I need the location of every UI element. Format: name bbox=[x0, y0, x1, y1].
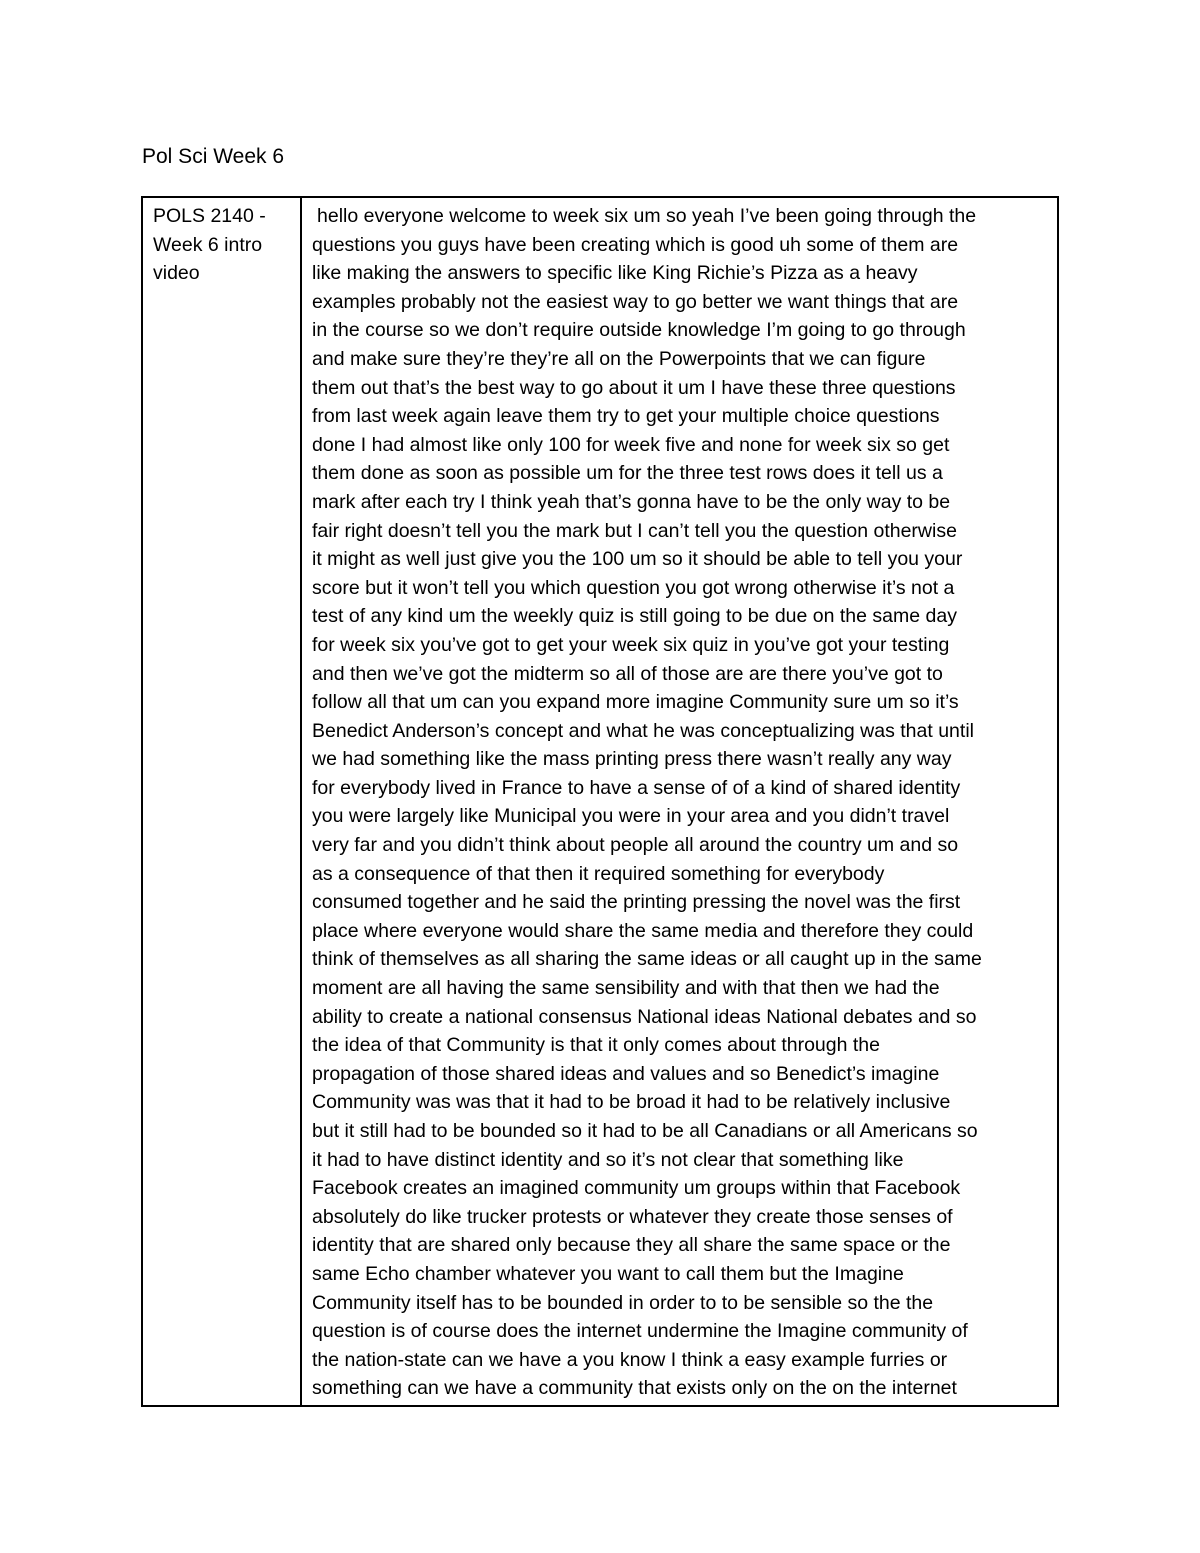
transcript-line: and make sure they’re they’re all on the Powerpoints that we can figure bbox=[312, 347, 926, 370]
transcript-table bbox=[141, 196, 1059, 1407]
transcript-line: place where everyone would share the same media and therefore they could bbox=[312, 919, 974, 942]
transcript-line: think of themselves as all sharing the same ideas or all caught up in the same bbox=[312, 948, 982, 971]
transcript-line: it had to have distinct identity and so it’s not clear that something like bbox=[312, 1148, 904, 1171]
transcript-line: follow all that um can you expand more imagine Community sure um so it’s bbox=[312, 691, 959, 714]
transcript-line: for everybody lived in France to have a sense of of a kind of shared identity bbox=[312, 776, 961, 799]
transcript-line: you were largely like Municipal you were in your area and you didn’t travel bbox=[312, 805, 950, 828]
transcript-line: Community was was that it had to be broad it had to be relatively inclusive bbox=[312, 1091, 951, 1114]
transcript-line: something can we have a community that exists only on the on the internet bbox=[312, 1377, 957, 1400]
transcript-line: same Echo chamber whatever you want to call them but the Imagine bbox=[312, 1262, 904, 1285]
transcript-line: moment are all having the same sensibility and with that then we had the bbox=[312, 977, 940, 1000]
transcript-line: but it still had to be bounded so it had to be all Canadians or all Americans so bbox=[312, 1120, 978, 1142]
transcript-line: we had something like the mass printing press there wasn’t really any way bbox=[312, 748, 952, 771]
transcript-line: the idea of that Community is that it only comes about through the bbox=[312, 1034, 880, 1057]
transcript-line: in the course so we don’t require outside knowledge I’m going to go through bbox=[312, 319, 966, 342]
transcript-line: consumed together and he said the printing pressing the novel was the first bbox=[312, 891, 961, 914]
transcript-line: the nation-state can we have a you know I think a easy example furries or bbox=[312, 1348, 948, 1371]
course-line: Week 6 intro bbox=[153, 233, 263, 256]
transcript-line: done I had almost like only 100 for week five and none for week six so get bbox=[312, 433, 950, 456]
course-line: POLS 2140 - bbox=[153, 205, 266, 227]
transcript-line: questions you guys have been creating which is good uh some of them are bbox=[312, 233, 959, 256]
transcript-line: test of any kind um the weekly quiz is still going to be due on the same day bbox=[312, 605, 957, 628]
transcript-line: as a consequence of that then it required something for everybody bbox=[312, 862, 885, 885]
transcript-line: Benedict Anderson’s concept and what he was conceptualizing was that until bbox=[312, 719, 974, 742]
transcript-line: fair right doesn’t tell you the mark but I can’t tell you the question otherwise bbox=[312, 519, 957, 542]
transcript-line: score but it won’t tell you which question you got wrong otherwise it’s not a bbox=[312, 576, 955, 599]
transcript-line: Community itself has to be bounded in order to to be sensible so the the bbox=[312, 1291, 934, 1314]
transcript-line: Facebook creates an imagined community um groups within that Facebook bbox=[312, 1177, 961, 1200]
transcript-line: them done as soon as possible um for the three test rows does it tell us a bbox=[312, 462, 943, 485]
transcript-line: identity that are shared only because they all share the same space or the bbox=[312, 1234, 951, 1257]
transcript-line: it might as well just give you the 100 um so it should be able to tell you your bbox=[312, 548, 963, 571]
transcript-line: and then we’ve got the midterm so all of those are are there you’ve got to bbox=[312, 662, 943, 685]
transcript-line: hello everyone welcome to week six um so yeah I’ve been going through the bbox=[317, 205, 977, 227]
transcript-line: question is of course does the internet undermine the Imagine community of bbox=[312, 1320, 968, 1343]
course-line: video bbox=[153, 262, 200, 285]
transcript-line: them out that’s the best way to go about it um I have these three questions bbox=[312, 376, 956, 399]
page-title: Pol Sci Week 6 bbox=[142, 145, 285, 168]
transcript-line: for week six you’ve got to get your week six quiz in you’ve got your testing bbox=[312, 633, 950, 656]
transcript-line: like making the answers to specific like King Richie’s Pizza as a heavy bbox=[312, 262, 918, 285]
transcript-line: propagation of those shared ideas and values and so Benedict’s imagine bbox=[312, 1062, 940, 1085]
transcript-line: mark after each try I think yeah that’s gonna have to be the only way to be bbox=[312, 490, 951, 513]
course-cell bbox=[143, 198, 302, 1405]
transcript-line: very far and you didn’t think about people all around the country um and so bbox=[312, 834, 959, 857]
transcript-cell bbox=[302, 198, 1057, 1405]
transcript-line: absolutely do like trucker protests or whatever they create those senses of bbox=[312, 1205, 953, 1228]
transcript-line: ability to create a national consensus National ideas National debates and so bbox=[312, 1005, 977, 1028]
transcript-line: from last week again leave them try to get your multiple choice questions bbox=[312, 405, 940, 428]
transcript-line: examples probably not the easiest way to go better we want things that are bbox=[312, 290, 959, 313]
